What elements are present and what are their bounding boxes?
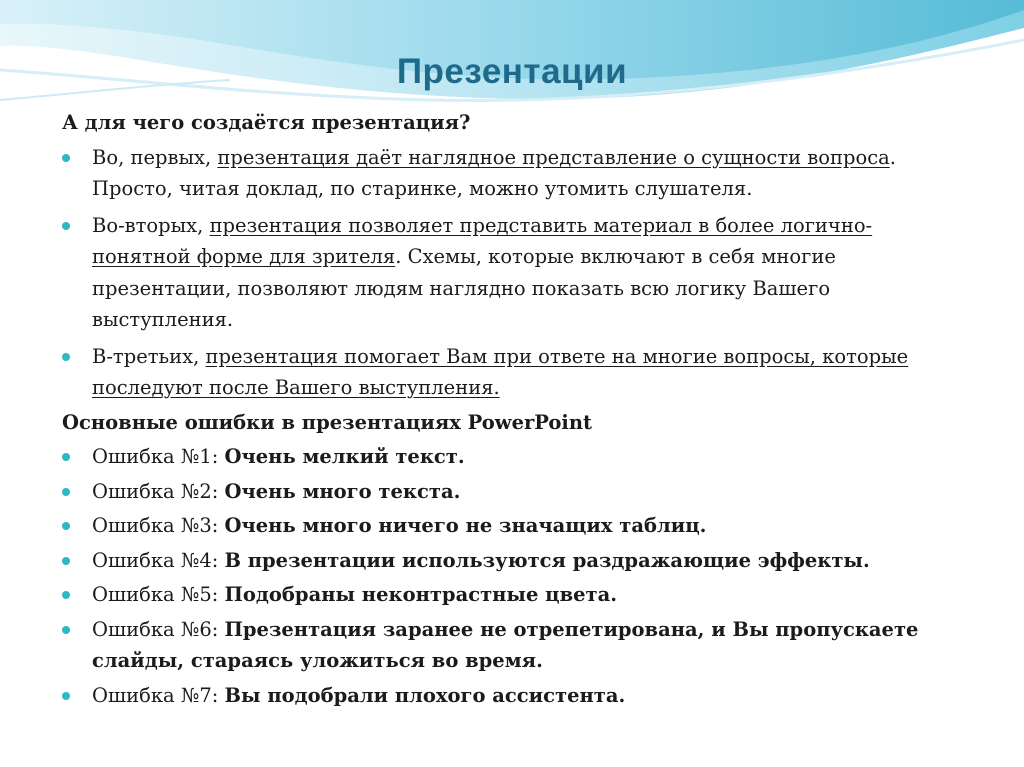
section-heading-purpose: А для чего создаётся презентация? — [62, 111, 471, 134]
bullet-dot — [62, 453, 70, 461]
bullet-dot — [62, 557, 70, 565]
error-item: Ошибка №1: Очень мелкий текст. — [62, 441, 962, 473]
bullet-dot — [62, 222, 70, 230]
list-item: Во-вторых, презентация позволяет представить материал в более логично-понятной форме для зрителя. Схемы, которые включают в себя многие презентации, позволяют людям наглядно показать всю логику Вашего выступления. — [62, 210, 962, 336]
error-item: Ошибка №4: В презентации используются раздражающие эффекты. — [62, 545, 962, 577]
page-title: Презентации — [396, 52, 628, 91]
error-item: Ошибка №6: Презентация заранее не отрепетирована, и Вы пропускаете слайды, стараясь уложиться во время. — [62, 614, 962, 677]
error-item: Ошибка №7: Вы подобрали плохого ассистента. — [62, 680, 962, 712]
error-item: Ошибка №2: Очень много текста. — [62, 476, 962, 508]
underlined-text: презентация даёт наглядное представление о сущности вопроса — [217, 145, 890, 169]
section-heading-errors: Основные ошибки в презентациях PowerPoint — [62, 410, 593, 434]
bullet-dot — [62, 692, 70, 700]
error-item: Ошибка №3: Очень много ничего не значащих таблиц. — [62, 510, 962, 542]
bullet-dot — [62, 488, 70, 496]
underlined-text: презентация помогает Вам при ответе на многие вопросы, которые последуют после Вашего выступления. — [92, 344, 909, 399]
bullet-dot — [62, 353, 70, 361]
slide-body — [62, 107, 962, 711]
bullet-dot — [62, 591, 70, 599]
list-item: В-третьих, презентация помогает Вам при ответе на многие вопросы, которые последуют после Вашего выступления. — [62, 341, 962, 404]
bullet-dot — [62, 626, 70, 634]
error-item: Ошибка №5: Подобраны неконтрастные цвета. — [62, 579, 962, 611]
list-item: Во, первых, презентация даёт наглядное представление о сущности вопроса. Просто, читая доклад, по старинке, можно утомить слушателя. — [62, 142, 962, 205]
bullet-dot — [62, 154, 70, 162]
underlined-text: презентация позволяет представить материал в более логично-понятной форме для зрителя — [92, 213, 873, 268]
bullet-dot — [62, 522, 70, 530]
